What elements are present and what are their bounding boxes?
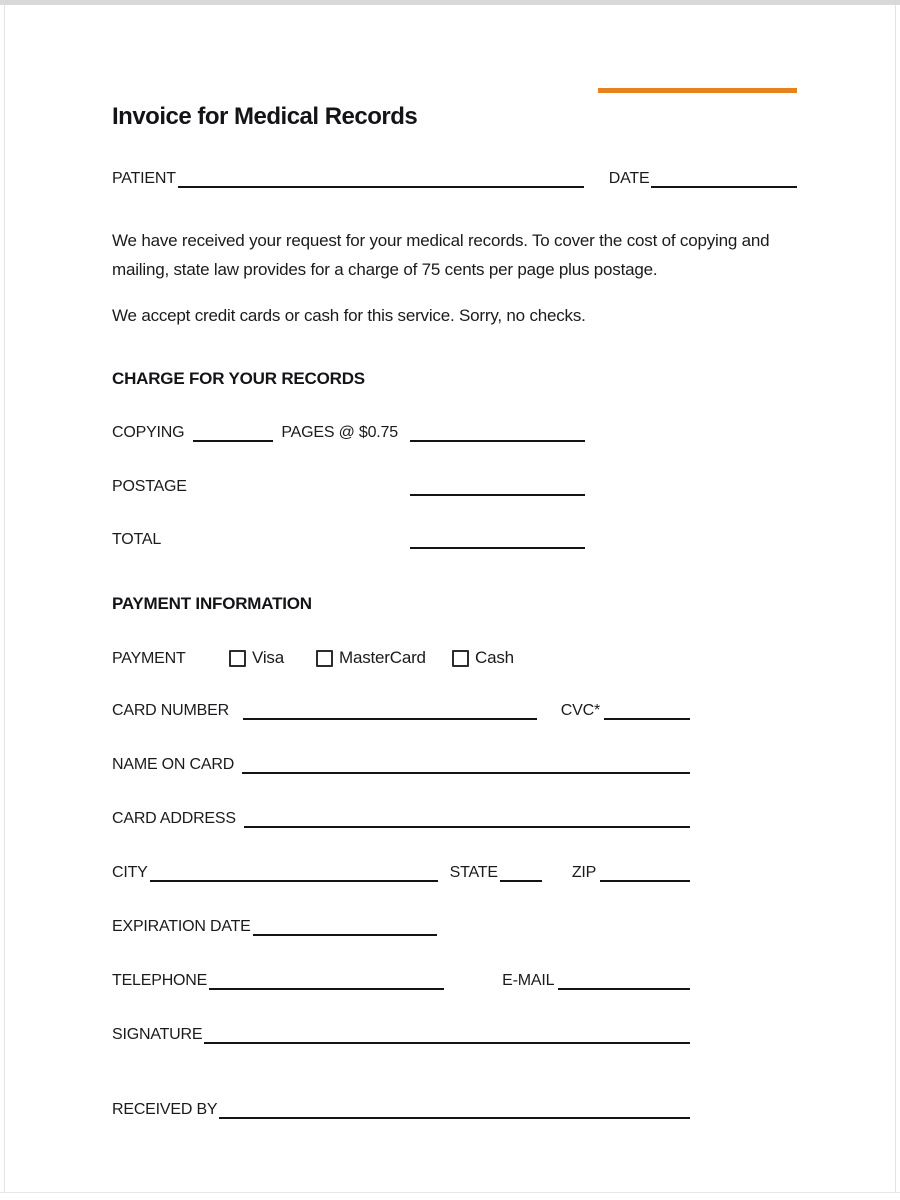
telephone-email-row	[112, 968, 690, 990]
charges-heading: CHARGE FOR YOUR RECORDS	[112, 369, 365, 388]
cash-checkbox[interactable]	[452, 650, 469, 667]
cash-label: Cash	[475, 648, 514, 667]
postage-amount-field[interactable]	[410, 494, 585, 496]
signature-field[interactable]	[204, 1042, 690, 1044]
patient-field[interactable]	[178, 186, 584, 188]
name-on-card-row	[112, 752, 690, 774]
spacer	[584, 187, 609, 188]
payment-label: PAYMENT	[112, 650, 186, 668]
page-edge-top	[0, 0, 900, 5]
pages-rate-label: PAGES @ $0.75	[281, 424, 398, 442]
mastercard-option	[316, 648, 426, 668]
card-number-label: CARD NUMBER	[112, 702, 229, 720]
payment-heading: PAYMENT INFORMATION	[112, 594, 312, 613]
telephone-label: TELEPHONE	[112, 972, 208, 990]
cvc-label: CVC*	[560, 702, 600, 720]
mastercard-label: MasterCard	[339, 648, 426, 667]
copying-amount-field[interactable]	[410, 440, 585, 442]
card-number-field[interactable]	[243, 718, 537, 720]
cvc-field[interactable]	[604, 718, 690, 720]
card-address-row	[112, 806, 690, 828]
signature-row	[112, 1022, 690, 1044]
visa-label: Visa	[252, 648, 284, 667]
expiration-field[interactable]	[253, 934, 437, 936]
total-amount-field[interactable]	[410, 547, 585, 549]
page-title: Invoice for Medical Records	[112, 103, 418, 130]
copying-label: COPYING	[112, 424, 185, 442]
state-label: STATE	[449, 864, 498, 882]
payment-method-row	[112, 644, 690, 668]
city-field[interactable]	[150, 880, 438, 882]
card-number-row	[112, 698, 690, 720]
intro-paragraph-2: We accept credit cards or cash for this service. Sorry, no checks.	[112, 306, 586, 325]
accent-rule	[598, 88, 797, 93]
city-label: CITY	[112, 864, 148, 882]
copying-row	[112, 420, 585, 442]
mastercard-checkbox[interactable]	[316, 650, 333, 667]
intro-paragraph-1: We have received your request for your medical records. To cover the cost of copying and mailing, state law provides for a charge of 75 cents per page plus postage.	[112, 231, 770, 279]
email-field[interactable]	[558, 988, 690, 990]
date-label: DATE	[608, 170, 650, 188]
city-state-zip-row	[112, 860, 690, 882]
visa-option	[229, 648, 284, 668]
received-by-label: RECEIVED BY	[112, 1101, 218, 1119]
spacer	[537, 719, 561, 720]
expiration-row	[112, 914, 437, 936]
zip-label: ZIP	[571, 864, 597, 882]
visa-checkbox[interactable]	[229, 650, 246, 667]
received-by-field[interactable]	[219, 1117, 690, 1119]
expiration-label: EXPIRATION DATE	[112, 918, 251, 936]
received-by-row	[112, 1097, 690, 1119]
card-address-field[interactable]	[244, 826, 690, 828]
copying-pages-field[interactable]	[193, 440, 273, 442]
total-row	[112, 527, 585, 549]
telephone-field[interactable]	[209, 988, 444, 990]
patient-date-row	[112, 166, 797, 188]
card-address-label: CARD ADDRESS	[112, 810, 236, 828]
state-field[interactable]	[500, 880, 542, 882]
spacer	[438, 881, 450, 882]
spacer	[542, 881, 572, 882]
page-edge-left	[4, 5, 5, 1193]
cash-option	[452, 648, 514, 668]
spacer	[444, 989, 502, 990]
name-on-card-label: NAME ON CARD	[112, 756, 235, 774]
total-label: TOTAL	[112, 531, 162, 549]
postage-label: POSTAGE	[112, 478, 187, 496]
zip-field[interactable]	[600, 880, 690, 882]
date-field[interactable]	[651, 186, 797, 188]
email-label: E-MAIL	[502, 972, 555, 990]
page-edge-bottom	[0, 1192, 900, 1193]
signature-label: SIGNATURE	[112, 1026, 203, 1044]
patient-label: PATIENT	[112, 170, 176, 188]
postage-row	[112, 474, 585, 496]
page-edge-right	[895, 5, 896, 1193]
name-on-card-field[interactable]	[242, 772, 690, 774]
